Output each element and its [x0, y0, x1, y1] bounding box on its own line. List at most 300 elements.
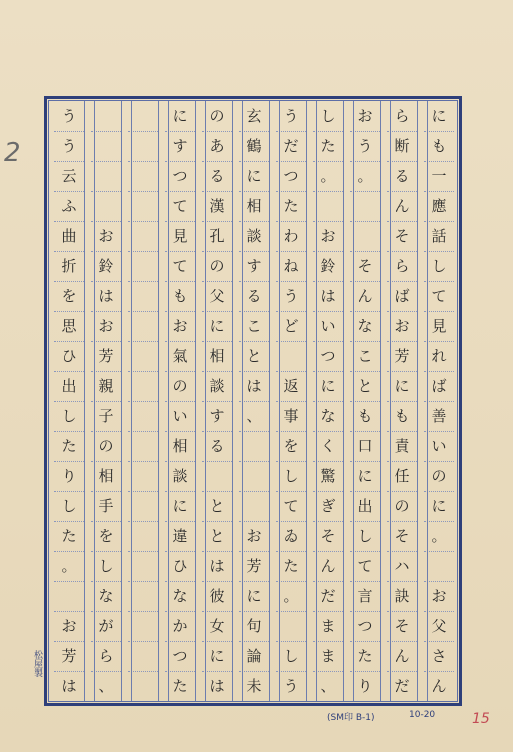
manuscript-cell: は — [246, 377, 262, 395]
manuscript-cell: て — [357, 557, 373, 575]
manuscript-cell: に — [320, 377, 336, 395]
grid-line — [313, 221, 343, 222]
grid-line — [239, 671, 269, 672]
manuscript-column — [54, 101, 84, 701]
manuscript-cell: 見 — [172, 227, 188, 245]
manuscript-cell: 出 — [61, 377, 77, 395]
column-gap — [84, 101, 95, 701]
manuscript-cell: は — [98, 287, 114, 305]
footer-code: (SM印 B-1) — [327, 713, 375, 723]
grid-line — [165, 641, 195, 642]
manuscript-cell: う — [283, 677, 299, 695]
manuscript-cell: し — [283, 467, 299, 485]
manuscript-cell: に — [246, 167, 262, 185]
manuscript-cell: り — [357, 677, 373, 695]
grid-line — [276, 581, 306, 582]
grid-line — [202, 371, 232, 372]
grid-line — [239, 161, 269, 162]
grid-line — [313, 251, 343, 252]
manuscript-cell: そ — [394, 617, 410, 635]
manuscript-cell: 。 — [431, 527, 447, 545]
grid-line — [128, 251, 158, 252]
manuscript-cell: に — [209, 647, 225, 665]
manuscript-cell — [91, 191, 121, 221]
grid-line — [128, 521, 158, 522]
grid-line — [424, 461, 454, 462]
grid-line — [202, 251, 232, 252]
column-gap — [343, 101, 354, 701]
grid-line — [91, 551, 121, 552]
manuscript-column — [202, 101, 232, 701]
grid-line — [387, 341, 417, 342]
grid-line — [91, 251, 121, 252]
manuscript-cell: た — [61, 437, 77, 455]
manuscript-cell: ま — [320, 617, 336, 635]
grid-line — [91, 341, 121, 342]
column-gap — [121, 101, 132, 701]
manuscript-cell: て — [172, 197, 188, 215]
manuscript-cell: 相 — [98, 467, 114, 485]
grid-line — [350, 401, 380, 402]
grid-line — [91, 611, 121, 612]
grid-line — [276, 671, 306, 672]
manuscript-cell — [128, 491, 158, 521]
grid-line — [276, 521, 306, 522]
grid-line — [91, 221, 121, 222]
grid-line — [313, 491, 343, 492]
manuscript-cell: す — [172, 137, 188, 155]
manuscript-cell: の — [431, 467, 447, 485]
grid-line — [276, 371, 306, 372]
manuscript-cell — [313, 191, 343, 221]
manuscript-cell: に — [394, 377, 410, 395]
manuscript-cell: も — [357, 407, 373, 425]
grid-line — [91, 131, 121, 132]
grid-line — [54, 341, 84, 342]
manuscript-cell: お — [431, 587, 447, 605]
manuscript-cell: 相 — [209, 347, 225, 365]
grid-line — [424, 491, 454, 492]
manuscript-cell: ま — [320, 647, 336, 665]
grid-line — [239, 311, 269, 312]
manuscript-cell: ば — [394, 287, 410, 305]
grid-line — [350, 551, 380, 552]
grid-line — [54, 401, 84, 402]
manuscript-cell: し — [320, 107, 336, 125]
manuscript-cell: た — [283, 557, 299, 575]
manuscript-cell: し — [98, 557, 114, 575]
manuscript-cell: て — [431, 287, 447, 305]
manuscript-cell: す — [209, 407, 225, 425]
manuscript-cell: 鶴 — [246, 137, 262, 155]
grid-line — [424, 131, 454, 132]
manuscript-cell: い — [320, 317, 336, 335]
grid-line — [313, 401, 343, 402]
grid-line — [350, 251, 380, 252]
grid-line — [424, 581, 454, 582]
manuscript-cell: し — [357, 527, 373, 545]
grid-line — [387, 551, 417, 552]
grid-line — [239, 251, 269, 252]
grid-line — [387, 371, 417, 372]
manuscript-cell: ん — [357, 287, 373, 305]
grid-line — [165, 401, 195, 402]
manuscript-cell: と — [357, 377, 373, 395]
grid-line — [202, 461, 232, 462]
manuscript-column — [424, 101, 454, 701]
manuscript-cell: が — [98, 617, 114, 635]
grid-line — [54, 371, 84, 372]
manuscript-cell: 。 — [357, 167, 373, 185]
manuscript-cell: 芳 — [394, 347, 410, 365]
grid-line — [202, 641, 232, 642]
manuscript-cell: 一 — [431, 167, 447, 185]
grid-line — [387, 581, 417, 582]
grid-line — [239, 281, 269, 282]
grid-line — [387, 311, 417, 312]
manuscript-cell: 手 — [98, 497, 114, 515]
manuscript-cell: 曲 — [61, 227, 77, 245]
manuscript-cell: う — [61, 137, 77, 155]
manuscript-cell: な — [357, 317, 373, 335]
manuscript-cell: く — [320, 437, 336, 455]
manuscript-cell: て — [172, 257, 188, 275]
manuscript-cell — [128, 341, 158, 371]
manuscript-cell: 父 — [209, 287, 225, 305]
manuscript-cell — [239, 491, 269, 521]
grid-line — [165, 311, 195, 312]
manuscript-cell: だ — [283, 137, 299, 155]
manuscript-cell: 談 — [172, 467, 188, 485]
manuscript-cell: た — [172, 677, 188, 695]
manuscript-cell: の — [172, 377, 188, 395]
manuscript-cell: お — [320, 227, 336, 245]
manuscript-cell: ば — [431, 377, 447, 395]
manuscript-cell: ん — [431, 677, 447, 695]
manuscript-cell: 女 — [209, 617, 225, 635]
manuscript-cell — [202, 461, 232, 491]
grid-line — [239, 611, 269, 612]
manuscript-cell — [128, 311, 158, 341]
grid-line — [424, 191, 454, 192]
manuscript-cell: な — [98, 587, 114, 605]
manuscript-cell: 言 — [357, 587, 373, 605]
grid-line — [239, 221, 269, 222]
manuscript-cell: の — [394, 497, 410, 515]
grid-line — [128, 461, 158, 462]
grid-line — [239, 191, 269, 192]
manuscript-cell: お — [394, 317, 410, 335]
grid-line — [350, 461, 380, 462]
grid-line — [128, 491, 158, 492]
grid-line — [54, 461, 84, 462]
grid-line — [165, 671, 195, 672]
grid-line — [424, 641, 454, 642]
manuscript-cell: は — [61, 677, 77, 695]
grid-line — [128, 221, 158, 222]
manuscript-cell — [128, 371, 158, 401]
manuscript-cell: の — [209, 107, 225, 125]
manuscript-cell: お — [98, 317, 114, 335]
manuscript-cell — [239, 461, 269, 491]
manuscript-cell: ん — [320, 557, 336, 575]
grid-line — [165, 131, 195, 132]
grid-line — [202, 161, 232, 162]
grid-line — [128, 311, 158, 312]
grid-line — [202, 401, 232, 402]
grid-line — [350, 431, 380, 432]
manuscript-cell: あ — [209, 137, 225, 155]
manuscript-cell: そ — [320, 527, 336, 545]
grid-line — [202, 281, 232, 282]
grid-line — [424, 671, 454, 672]
grid-line — [165, 341, 195, 342]
manuscript-cell: お — [357, 107, 373, 125]
manuscript-cell — [128, 221, 158, 251]
grid-line — [91, 461, 121, 462]
grid-line — [91, 281, 121, 282]
grid-line — [387, 641, 417, 642]
column-gap — [306, 101, 317, 701]
grid-line — [313, 311, 343, 312]
grid-line — [91, 641, 121, 642]
grid-line — [424, 371, 454, 372]
grid-line — [128, 671, 158, 672]
manuscript-cell: う — [283, 107, 299, 125]
grid-line — [239, 131, 269, 132]
manuscript-cell: 談 — [246, 227, 262, 245]
grid-line — [313, 671, 343, 672]
manuscript-cell — [350, 191, 380, 221]
manuscript-cell: と — [246, 347, 262, 365]
manuscript-cell: 。 — [61, 557, 77, 575]
grid-line — [424, 431, 454, 432]
grid-line — [128, 551, 158, 552]
manuscript-cell: る — [209, 437, 225, 455]
manuscript-cell — [424, 551, 454, 581]
grid-line — [313, 581, 343, 582]
manuscript-cell — [128, 611, 158, 641]
grid-line — [387, 251, 417, 252]
manuscript-cell: る — [246, 287, 262, 305]
grid-line — [202, 221, 232, 222]
grid-line — [239, 491, 269, 492]
manuscript-cell: お — [246, 527, 262, 545]
grid-line — [128, 131, 158, 132]
grid-line — [202, 671, 232, 672]
manuscript-cell: ね — [283, 257, 299, 275]
manuscript-cell: に — [172, 107, 188, 125]
grid-line — [54, 641, 84, 642]
manuscript-cell: い — [431, 437, 447, 455]
manuscript-cell: 未 — [246, 677, 262, 695]
manuscript-column — [313, 101, 343, 701]
manuscript-cell: さ — [431, 647, 447, 665]
grid-line — [239, 581, 269, 582]
manuscript-cell: 應 — [431, 197, 447, 215]
grid-line — [239, 371, 269, 372]
manuscript-cell: う — [61, 107, 77, 125]
manuscript-cell: 、 — [98, 677, 114, 695]
grid-line — [202, 311, 232, 312]
grid-line — [387, 671, 417, 672]
grid-line — [424, 161, 454, 162]
manuscript-cell: 云 — [61, 167, 77, 185]
grid-line — [128, 611, 158, 612]
manuscript-cell: 見 — [431, 317, 447, 335]
manuscript-cell: 。 — [283, 587, 299, 605]
manuscript-cell: 句 — [246, 617, 262, 635]
manuscript-cell: た — [283, 197, 299, 215]
manuscript-cell: ら — [394, 107, 410, 125]
grid-line — [350, 191, 380, 192]
manuscript-cell: ハ — [394, 557, 410, 575]
manuscript-cell: は — [320, 287, 336, 305]
grid-line — [202, 521, 232, 522]
manuscript-cell: 漢 — [209, 197, 225, 215]
grid-line — [424, 551, 454, 552]
grid-line — [165, 461, 195, 462]
grid-line — [276, 431, 306, 432]
manuscript-cell: 違 — [172, 527, 188, 545]
manuscript-cell — [91, 161, 121, 191]
grid-line — [424, 401, 454, 402]
grid-line — [387, 131, 417, 132]
grid-line — [276, 251, 306, 252]
grid-line — [91, 161, 121, 162]
grid-line — [387, 521, 417, 522]
manuscript-cell: ん — [394, 197, 410, 215]
grid-line — [387, 431, 417, 432]
grid-line — [239, 341, 269, 342]
grid-line — [387, 161, 417, 162]
grid-line — [54, 131, 84, 132]
grid-line — [313, 281, 343, 282]
grid-line — [350, 311, 380, 312]
grid-line — [313, 341, 343, 342]
grid-line — [165, 431, 195, 432]
manuscript-cell: 親 — [98, 377, 114, 395]
grid-line — [202, 581, 232, 582]
manuscript-cell: 思 — [61, 317, 77, 335]
manuscript-cell: こ — [246, 317, 262, 335]
manuscript-cell: 芳 — [61, 647, 77, 665]
grid-line — [313, 371, 343, 372]
manuscript-cell: る — [209, 167, 225, 185]
column-gap — [195, 101, 206, 701]
grid-line — [91, 581, 121, 582]
grid-line — [54, 191, 84, 192]
manuscript-cell: い — [172, 407, 188, 425]
manuscript-cell: 玄 — [246, 107, 262, 125]
manuscript-cell: つ — [357, 617, 373, 635]
grid-line — [424, 341, 454, 342]
grid-line — [424, 521, 454, 522]
grid-line — [54, 671, 84, 672]
grid-line — [128, 401, 158, 402]
grid-line — [202, 551, 232, 552]
grid-line — [54, 551, 84, 552]
manuscript-column — [165, 101, 195, 701]
grid-line — [387, 611, 417, 612]
grid-line — [350, 131, 380, 132]
manuscript-column — [128, 101, 158, 701]
page-number: 15 — [472, 711, 490, 727]
manuscript-cell: 訣 — [394, 587, 410, 605]
manuscript-cell: わ — [283, 227, 299, 245]
manuscript-cell: 。 — [320, 167, 336, 185]
manuscript-cell — [128, 461, 158, 491]
manuscript-cell — [128, 401, 158, 431]
grid-line — [128, 161, 158, 162]
manuscript-cell: に — [172, 497, 188, 515]
grid-line — [350, 581, 380, 582]
grid-line — [91, 491, 121, 492]
manuscript-column — [276, 101, 306, 701]
grid-line — [165, 611, 195, 612]
manuscript-cell: ふ — [61, 197, 77, 215]
manuscript-cell: る — [394, 167, 410, 185]
manuscript-cell: 氣 — [172, 347, 188, 365]
manuscript-cell: 鈴 — [98, 257, 114, 275]
grid-line — [202, 191, 232, 192]
left-margin-mark: 2 — [4, 138, 21, 168]
grid-line — [128, 371, 158, 372]
grid-line — [313, 191, 343, 192]
grid-line — [276, 221, 306, 222]
grid-line — [313, 431, 343, 432]
manuscript-cell: 子 — [98, 407, 114, 425]
grid-line — [239, 431, 269, 432]
grid-line — [387, 281, 417, 282]
manuscript-cell: の — [98, 437, 114, 455]
grid-line — [387, 221, 417, 222]
manuscript-column — [350, 101, 380, 701]
column-gap — [232, 101, 243, 701]
manuscript-cell: を — [283, 437, 299, 455]
grid-line — [91, 521, 121, 522]
manuscript-cell: そ — [394, 527, 410, 545]
grid-line — [54, 581, 84, 582]
manuscript-cell — [350, 221, 380, 251]
grid-line — [276, 401, 306, 402]
manuscript-cell: た — [320, 137, 336, 155]
grid-line — [165, 521, 195, 522]
grid-line — [276, 191, 306, 192]
manuscript-cell: を — [98, 527, 114, 545]
grid-line — [54, 521, 84, 522]
manuscript-cell: ら — [98, 647, 114, 665]
manuscript-cell — [128, 671, 158, 701]
grid-line — [54, 161, 84, 162]
grid-line — [239, 401, 269, 402]
grid-line — [165, 281, 195, 282]
grid-line — [91, 401, 121, 402]
grid-line — [239, 461, 269, 462]
grid-line — [91, 431, 121, 432]
manuscript-cell: し — [431, 257, 447, 275]
grid-line — [91, 671, 121, 672]
manuscript-cell: 折 — [61, 257, 77, 275]
manuscript-cell: う — [283, 287, 299, 305]
grid-line — [350, 371, 380, 372]
manuscript-column — [91, 101, 121, 701]
manuscript-cell: に — [431, 107, 447, 125]
grid-line — [54, 311, 84, 312]
manuscript-cell: し — [283, 647, 299, 665]
grid-line — [165, 551, 195, 552]
grid-line — [350, 161, 380, 162]
